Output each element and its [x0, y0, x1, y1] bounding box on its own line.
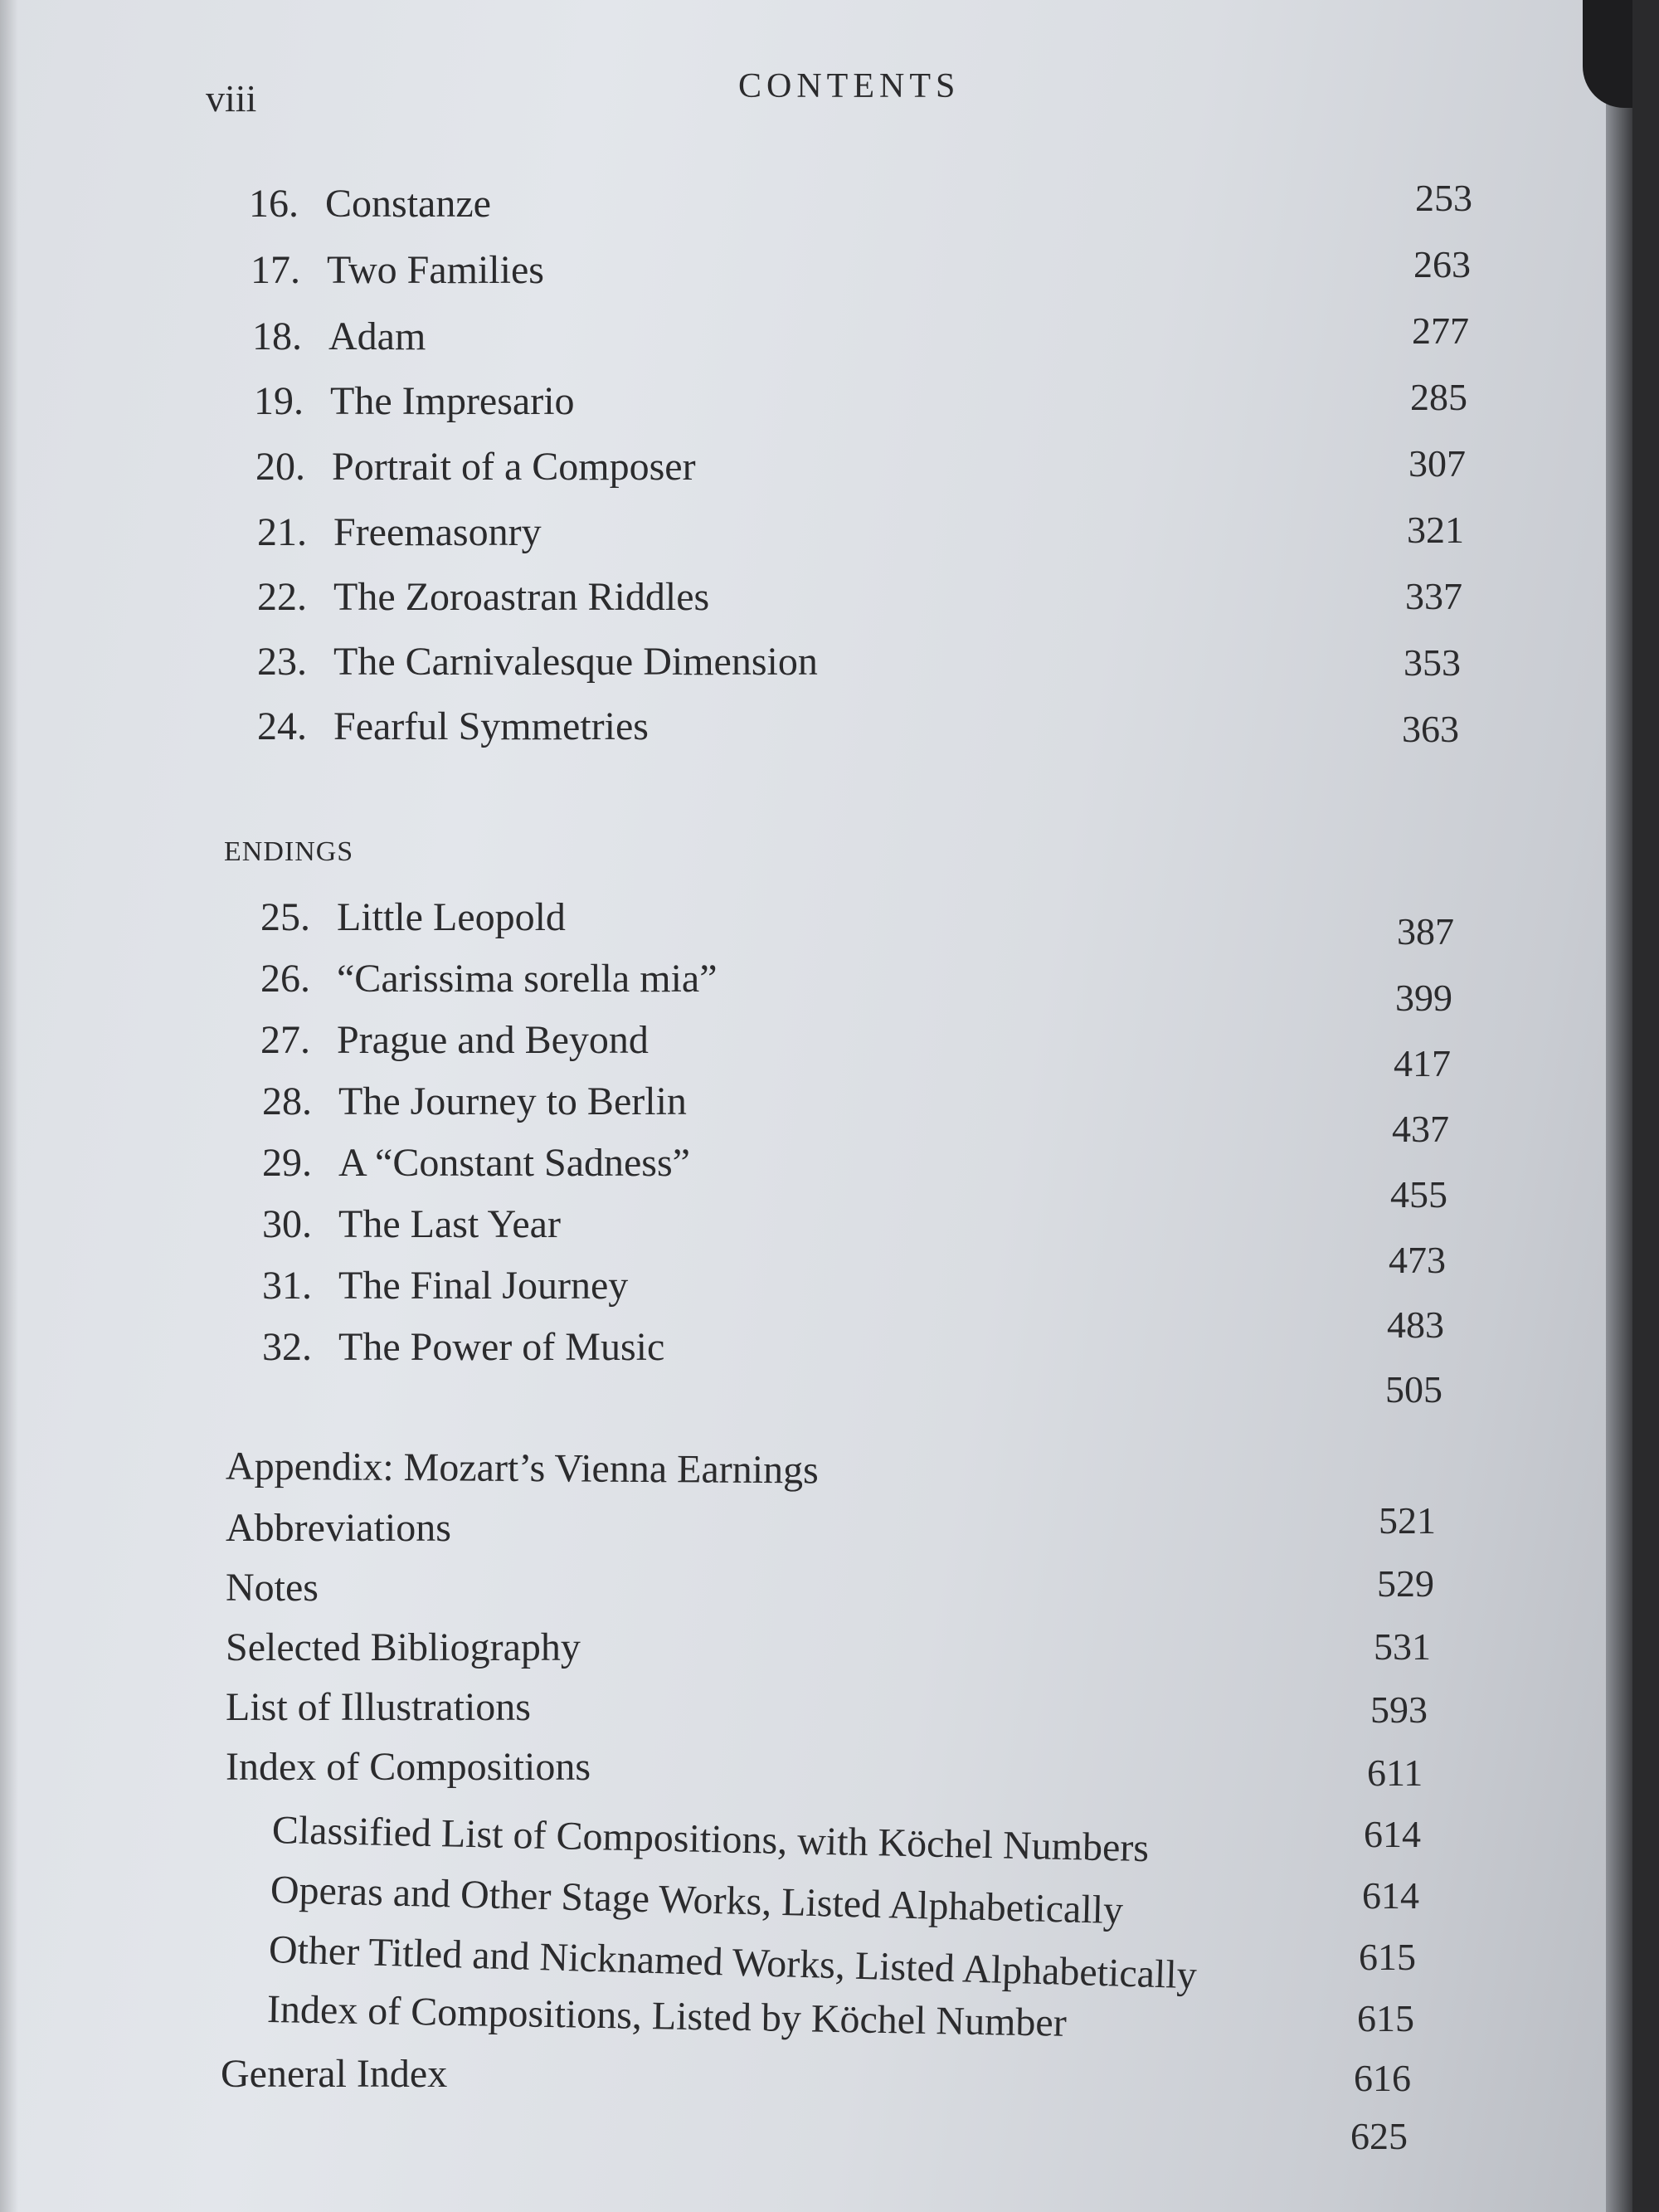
section-heading-endings: ENDINGS	[224, 836, 354, 867]
toc-entry: 30. The Last Year	[262, 1202, 561, 1246]
toc-entry: General Index	[221, 2052, 448, 2096]
toc-entry: 31. The Final Journey	[262, 1264, 629, 1308]
toc-entry: 19. The Impresario	[254, 379, 575, 423]
toc-subentry: Other Titled and Nicknamed Works, Listed Alphabetically	[268, 1927, 1198, 1998]
toc-page-number: 399	[1395, 977, 1452, 1019]
toc-entry: List of Illustrations	[226, 1685, 531, 1729]
toc-entry: 20. Portrait of a Composer	[255, 445, 696, 489]
toc-page-number: 614	[1362, 1874, 1419, 1917]
toc-page-number: 253	[1415, 177, 1472, 219]
toc-entry: Selected Bibliography	[226, 1625, 581, 1669]
toc-entry: 26. “Carissima sorella mia”	[260, 957, 718, 1001]
toc-entry: 29. A “Constant Sadness”	[262, 1141, 690, 1185]
page-folio: viii	[206, 77, 257, 119]
toc-page-number: 521	[1379, 1499, 1436, 1542]
toc-page-number: 483	[1387, 1303, 1444, 1346]
toc-entry: 23. The Carnivalesque Dimension	[257, 640, 818, 684]
toc-page-number: 531	[1374, 1625, 1431, 1668]
toc-entry: 24. Fearful Symmetries	[257, 704, 649, 748]
toc-page-number: 353	[1404, 641, 1461, 684]
toc-page-number: 363	[1402, 708, 1459, 750]
toc-entry: 18. Adam	[252, 314, 426, 358]
toc-page-number: 616	[1354, 2057, 1411, 2099]
toc-page-number: 455	[1390, 1173, 1447, 1216]
toc-page-number: 437	[1392, 1108, 1449, 1150]
toc-page-number: 337	[1405, 575, 1462, 617]
toc-page-number: 593	[1370, 1688, 1428, 1731]
toc-subentry: Classified List of Compositions, with Köchel Numbers	[271, 1808, 1150, 1871]
toc-page-number: 473	[1389, 1239, 1446, 1281]
toc-entry: Notes	[226, 1566, 319, 1610]
toc-subentry: Index of Compositions, Listed by Köchel Number	[266, 1987, 1068, 2045]
toc-page-number: 529	[1377, 1562, 1434, 1605]
toc-entry: 21. Freemasonry	[257, 510, 542, 554]
background-corner	[1583, 0, 1632, 108]
toc-subentry: Operas and Other Stage Works, Listed Alphabetically	[270, 1868, 1124, 1933]
toc-page-number: 611	[1367, 1752, 1423, 1794]
toc-page-number: 263	[1413, 243, 1471, 285]
toc-page-number: 307	[1408, 442, 1466, 485]
toc-entry: 25. Little Leopold	[260, 895, 566, 939]
toc-page-number: 321	[1407, 509, 1464, 551]
toc-page-number: 285	[1410, 376, 1467, 418]
toc-page-number: 505	[1385, 1368, 1443, 1411]
toc-page-number: 277	[1412, 309, 1469, 352]
page-edge-shadow	[1606, 0, 1632, 2212]
toc-entry: Index of Compositions	[226, 1745, 591, 1789]
toc-page-number: 615	[1357, 1997, 1414, 2039]
toc-entry: 17. Two Families	[251, 248, 544, 292]
toc-entry: 32. The Power of Music	[262, 1325, 665, 1369]
toc-page-number: 615	[1359, 1936, 1416, 1978]
toc-page-number: 417	[1394, 1042, 1451, 1084]
toc-entry: Abbreviations	[226, 1506, 451, 1550]
toc-entry: 27. Prague and Beyond	[260, 1018, 649, 1062]
toc-entry: 22. The Zoroastran Riddles	[257, 575, 710, 619]
toc-entry: Appendix: Mozart’s Vienna Earnings	[225, 1444, 819, 1493]
toc-entry: 16. Constanze	[249, 182, 491, 226]
toc-page-number: 614	[1364, 1813, 1421, 1855]
running-head: CONTENTS	[738, 67, 961, 105]
toc-entry: 28. The Journey to Berlin	[262, 1079, 687, 1123]
toc-page-number: 625	[1350, 2115, 1408, 2157]
toc-page-number: 387	[1397, 910, 1454, 953]
